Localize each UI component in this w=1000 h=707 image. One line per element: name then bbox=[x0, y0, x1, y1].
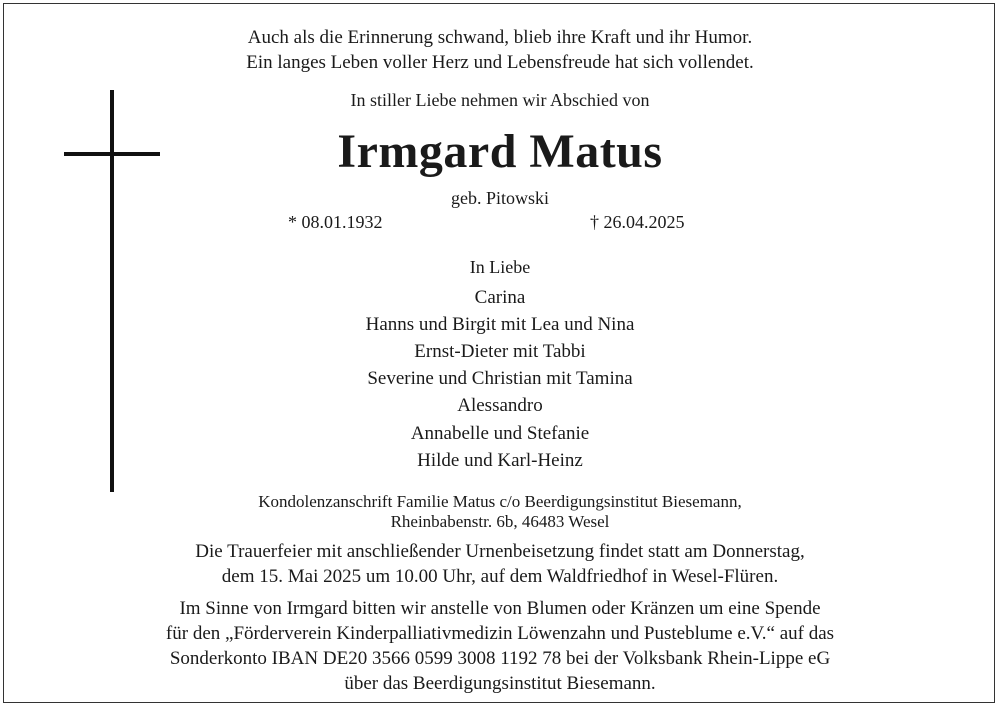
mourner-line: Alessandro bbox=[457, 395, 543, 416]
mourner-line: Carina bbox=[474, 287, 526, 308]
donation-info-line: für den „Förderverein Kinderpalliativmedizin Löwenzahn und Pusteblume e.V.“ auf das bbox=[165, 623, 835, 644]
motto-line: Auch als die Erinnerung schwand, blieb ihre Kraft und ihr Humor. bbox=[247, 27, 753, 48]
death-date: † 26.04.2025 bbox=[590, 212, 685, 232]
mourner-line: Hilde und Karl-Heinz bbox=[417, 450, 583, 471]
condolence-address-line: Kondolenzanschrift Familie Matus c/o Beerdigungsinstitut Biesemann, bbox=[258, 492, 742, 511]
birth-date: * 08.01.1932 bbox=[288, 212, 383, 232]
mourner-line: Ernst-Dieter mit Tabbi bbox=[414, 341, 586, 362]
funeral-info-line: Die Trauerfeier mit anschließender Urnenbeisetzung findet statt am Donnerstag, bbox=[195, 541, 805, 562]
funeral-info-line: dem 15. Mai 2025 um 10.00 Uhr, auf dem Waldfriedhof in Wesel-Flüren. bbox=[221, 566, 779, 587]
mourner-line: Hanns und Birgit mit Lea und Nina bbox=[365, 314, 635, 335]
condolence-address-line: Rheinbabenstr. 6b, 46483 Wesel bbox=[390, 512, 610, 531]
mourner-line: Annabelle und Stefanie bbox=[410, 423, 590, 444]
mourner-line: Severine und Christian mit Tamina bbox=[367, 368, 633, 389]
birth-name: geb. Pitowski bbox=[450, 188, 549, 208]
donation-info-line: Sonderkonto IBAN DE20 3566 0599 3008 1192 78 bei der Volksbank Rhein-Lippe eG bbox=[169, 648, 831, 669]
mourners-heading: In Liebe bbox=[469, 257, 531, 277]
motto-line: Ein langes Leben voller Herz und Lebensfreude hat sich vollendet. bbox=[246, 52, 754, 73]
deceased-name: Irmgard Matus bbox=[337, 125, 663, 178]
donation-info-line: über das Beerdigungsinstitut Biesemann. bbox=[344, 673, 656, 694]
donation-info-line: Im Sinne von Irmgard bitten wir anstelle von Blumen oder Kränzen um eine Spende bbox=[179, 598, 821, 619]
intro-text: In stiller Liebe nehmen wir Abschied von bbox=[350, 90, 650, 110]
